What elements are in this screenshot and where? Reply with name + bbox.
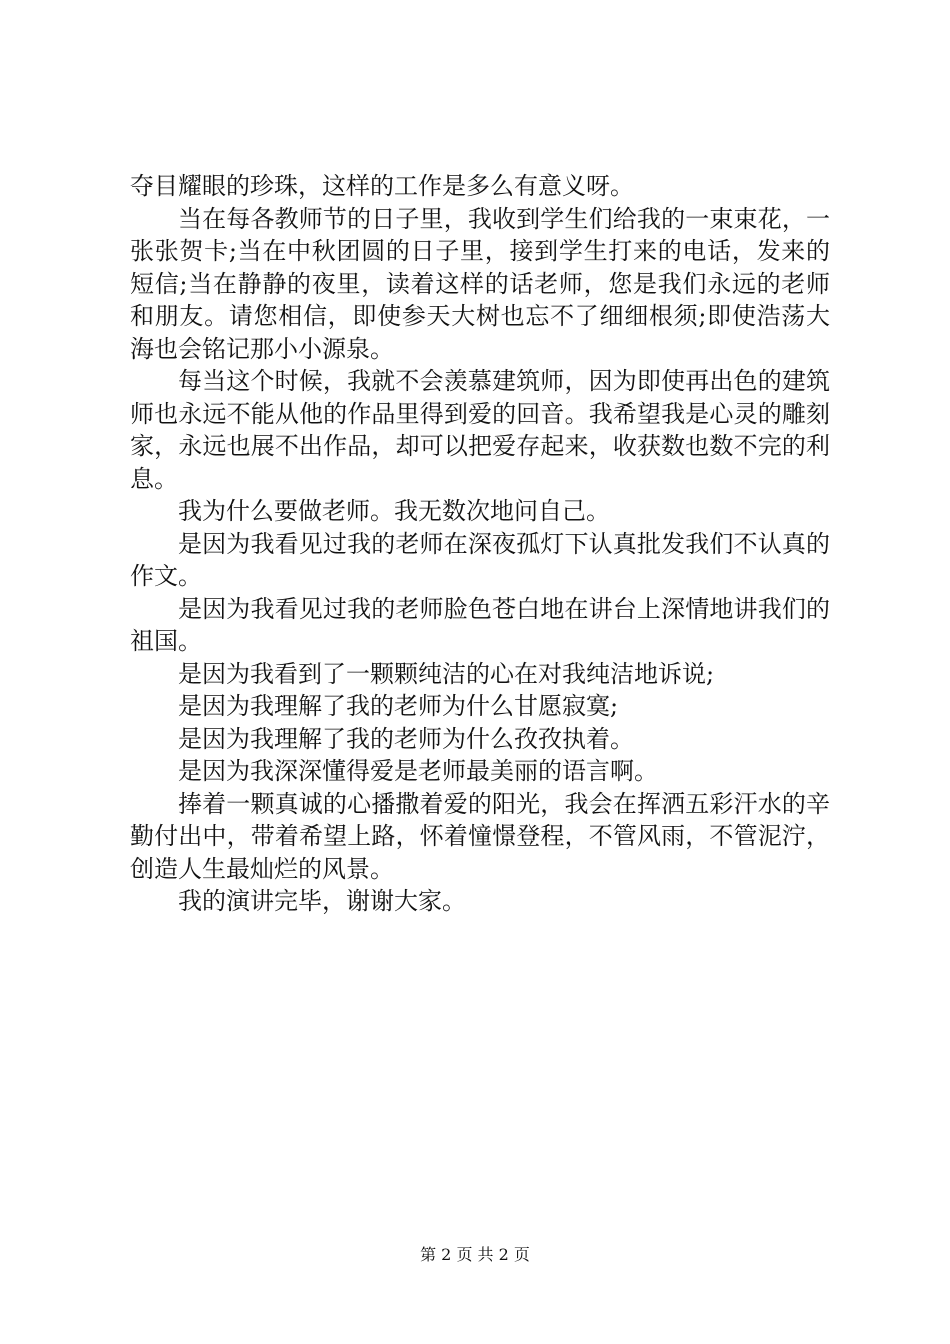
paragraph-reason-2: 是因为我看见过我的老师脸色苍白地在讲台上深情地讲我们的祖国。: [130, 594, 830, 655]
paragraph-reason-6: 是因为我深深懂得爱是老师最美丽的语言啊。: [178, 757, 658, 785]
paragraph-why-teacher: 我为什么要做老师。我无数次地问自己。: [178, 497, 610, 525]
paragraph-reason-4: 是因为我理解了我的老师为什么甘愿寂寞;: [178, 692, 619, 720]
paragraph-reason-3: 是因为我看到了一颗颗纯洁的心在对我纯洁地诉说;: [178, 659, 715, 688]
paragraph-teachers-day: 当在每各教师节的日子里，我收到学生们给我的一束束花，一张张贺卡;当在中秋团圆的日子里，接到学生打来的电话，发来的短信;当在静静的夜里，读着这样的话老师，您是我们永远的老师和朋友。请您相信，即使参天大树也忘不了细细根须;即使浩荡大海也会铭记那小小源泉。: [130, 204, 830, 363]
paragraph-thanks: 我的演讲完毕，谢谢大家。: [178, 887, 466, 915]
paragraph-continued: 夺目耀眼的珍珠，这样的工作是多么有意义呀。: [130, 172, 634, 200]
paragraph-reason-1: 是因为我看见过我的老师在深夜孤灯下认真批发我们不认真的作文。: [130, 529, 830, 590]
paragraph-architect: 每当这个时候，我就不会羡慕建筑师，因为即使再出色的建筑师也永远不能从他的作品里得到爱的回音。我希望我是心灵的雕刻家，永远也展不出作品，却可以把爱存起来，收获数也数不完的利息。: [130, 367, 830, 493]
paragraph-reason-5: 是因为我理解了我的老师为什么孜孜执着。: [178, 724, 634, 753]
paragraph-closing: 捧着一颗真诚的心播撒着爱的阳光，我会在挥洒五彩汗水的辛勤付出中，带着希望上路，怀着憧憬登程，不管风雨，不管泥泞，创造人生最灿烂的风景。: [130, 789, 830, 883]
document-body: [130, 170, 830, 918]
page-number-footer: 第 2 页 共 2 页: [420, 1245, 530, 1264]
